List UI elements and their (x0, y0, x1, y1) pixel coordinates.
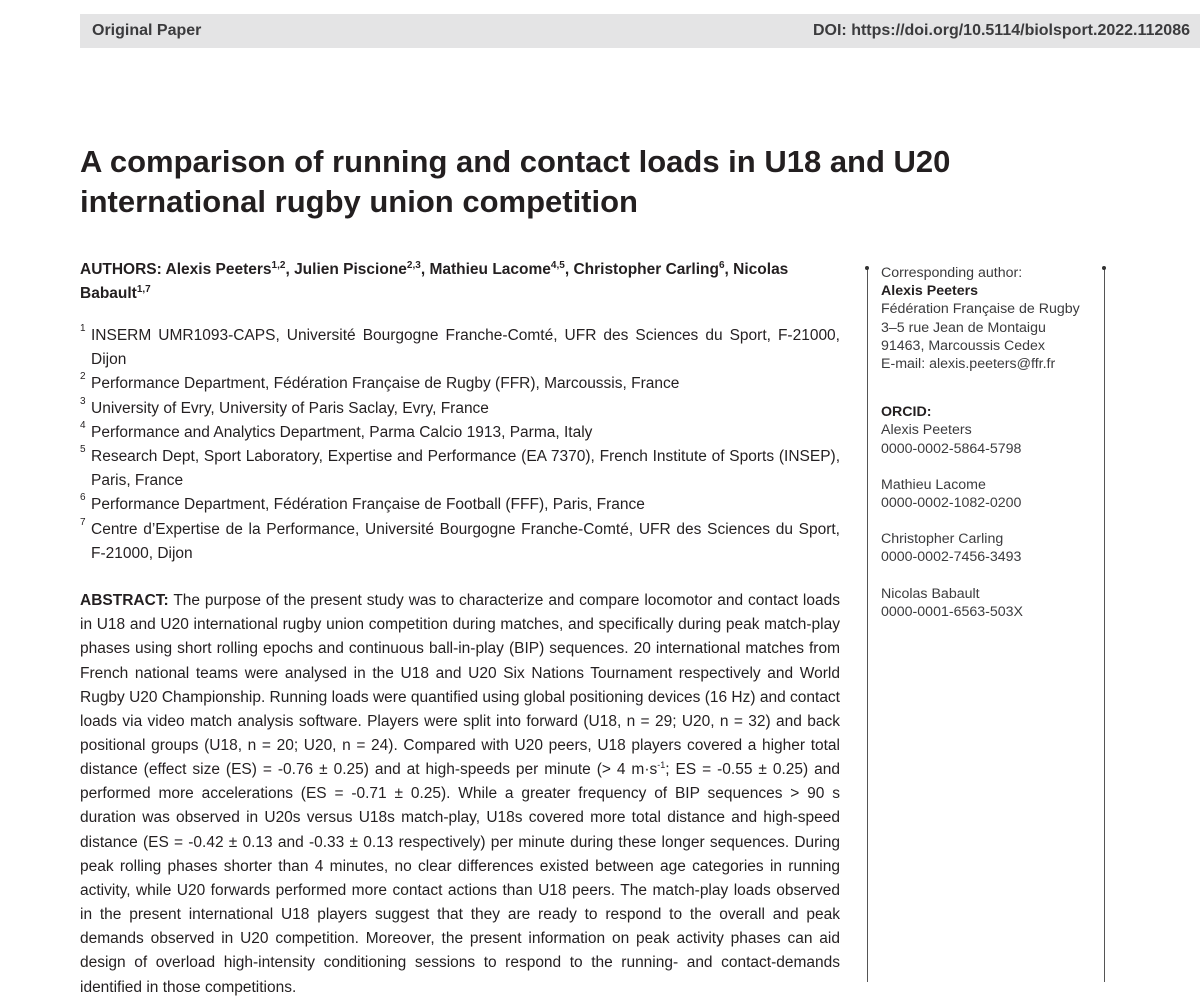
affiliations-list (80, 324, 840, 566)
author-affil-sup: 6 (718, 259, 725, 271)
affiliation-item (80, 421, 840, 445)
abstract-text: ; ES = -0.55 ± 0.25) and performed more accelerations (ES = -0.71 ± 0.25). While a greater frequency of BIP sequences > 90 s duration was observed in U20s versus U18s match-play, U18s covered more total distance and high-speed distance (ES = -0.42 ± 0.13 and -0.33 ± 0.13 respectively) per minute during these longer sequences. During peak rolling phases shorter than 4 minutes, no clear differences existed between age categories in running activity, while U20 forwards performed more contact actions than U18 peers. The match-play loads observed in the present international U18 players suggest that they are ready to respond to the overall and peak demands observed in U20 competition. Moreover, the present information on peak activity phases can aid design of overload high-intensity conditioning sessions to respond to the running- and contact-demands identified in those competitions. (80, 761, 840, 996)
sidebar-right-rule (1104, 268, 1105, 982)
orcid-label: ORCID: (881, 404, 932, 421)
author-name: Julien Piscione (294, 261, 407, 278)
corresponding-name: Alexis Peeters (881, 283, 979, 300)
author-separator: , (420, 261, 430, 278)
affiliation-text: University of Evry, University of Paris Saclay, Evry, France (91, 399, 489, 417)
affiliation-item (80, 445, 840, 493)
orcid-entry (881, 421, 1097, 457)
orcid-id[interactable]: 0000-0001-6563-503X (881, 603, 1023, 620)
orcid-entry (881, 585, 1097, 621)
main-column (80, 258, 840, 1000)
orcid-author-name: Mathieu Lacome (881, 476, 986, 493)
affiliation-number: 3 (80, 395, 86, 407)
rule-dot-right (1102, 266, 1106, 270)
author-name: Nicolas Babault (80, 261, 789, 302)
authors-line (80, 258, 840, 306)
affiliation-text: INSERM UMR1093-CAPS, Université Bourgogne Franche-Comté, UFR des Sciences du Sport, F-21000, Dijon (91, 327, 840, 369)
affiliation-number: 4 (80, 419, 86, 431)
author-separator: , (285, 261, 295, 278)
corresponding-org: Fédération Française de Rugby (881, 301, 1080, 318)
author-separator: , (564, 261, 574, 278)
affiliation-item (80, 324, 840, 372)
author-affil-sup: 4,5 (550, 259, 565, 271)
article-type-label: Original Paper (92, 22, 202, 39)
affiliation-number: 2 (80, 371, 86, 383)
orcid-id[interactable]: 0000-0002-1082-0200 (881, 495, 1022, 512)
affiliation-text: Performance and Analytics Department, Parma Calcio 1913, Parma, Italy (91, 423, 593, 441)
sidebar (881, 264, 1097, 621)
abstract-label: ABSTRACT: (80, 592, 169, 610)
author-name: Christopher Carling (573, 261, 719, 278)
affiliation-text: Research Dept, Sport Laboratory, Expertise and Performance (EA 7370), French Institute of Sports (INSEP), Paris, France (91, 448, 840, 490)
corresponding-street: 3–5 rue Jean de Montaigu (881, 319, 1046, 336)
abstract-paragraph (80, 589, 840, 1000)
author-separator: , (724, 261, 734, 278)
rule-dot-left (865, 266, 869, 270)
abstract-superscript: -1 (657, 759, 666, 770)
header-bar (80, 14, 1200, 48)
orcid-author-name: Alexis Peeters (881, 422, 972, 439)
orcid-author-name: Nicolas Babault (881, 585, 980, 602)
orcid-entry (881, 476, 1097, 512)
corresponding-city: 91463, Marcoussis Cedex (881, 337, 1046, 354)
corresponding-author-block (881, 264, 1097, 373)
orcid-block (881, 403, 1097, 621)
affiliation-number: 5 (80, 444, 86, 456)
affiliation-text: Centre d’Expertise de la Performance, Université Bourgogne Franche-Comté, UFR des Sciences du Sport, F-21000, Dijon (91, 520, 840, 562)
affiliation-number: 1 (80, 323, 86, 334)
orcid-id[interactable]: 0000-0002-5864-5798 (881, 440, 1022, 457)
sidebar-left-rule (867, 268, 868, 982)
affiliation-item (80, 493, 840, 517)
paper-title: A comparison of running and contact loads in U18 and U20 international rugby union competition (80, 144, 951, 219)
corresponding-label: Corresponding author: (881, 265, 1023, 281)
affiliation-number: 6 (80, 492, 86, 504)
author-affil-sup: 1,7 (136, 283, 151, 295)
author-name: Mathieu Lacome (429, 261, 551, 278)
affiliation-item (80, 397, 840, 421)
authors-prefix: AUTHORS: (80, 261, 166, 278)
author-affil-sup: 2,3 (406, 259, 421, 271)
affiliation-text: Performance Department, Fédération Française de Rugby (FFR), Marcoussis, France (91, 375, 680, 393)
orcid-author-name: Christopher Carling (881, 531, 1004, 548)
affiliation-item (80, 372, 840, 396)
affiliation-number: 7 (80, 516, 86, 528)
orcid-entry (881, 530, 1097, 566)
affiliation-text: Performance Department, Fédération Française de Football (FFF), Paris, France (91, 496, 645, 514)
doi-link[interactable]: DOI: https://doi.org/10.5114/biolsport.2022.112086 (812, 22, 1190, 39)
abstract-text: The purpose of the present study was to characterize and compare locomotor and contact loads in U18 and U20 international rugby union competition during matches, and specifically during peak match-play phases using short rolling epochs and continuous ball-in-play (BIP) sequences. 20 international matches from French national teams were analysed in the U18 and U20 Six Nations Tournament respectively and World Rugby U20 Championship. Running loads were quantified using global positioning devices (16 Hz) and contact loads via video match analysis software. Players were split into forward (U18, n = 29; U20, n = 32) and back positional groups (U18, n = 20; U20, n = 24). Compared with U20 peers, U18 players covered a higher total distance (effect size (ES) = -0.76 ± 0.25) and at high-speeds per minute (> 4 m·s (80, 592, 840, 779)
affiliation-item (80, 518, 840, 566)
orcid-id[interactable]: 0000-0002-7456-3493 (881, 549, 1022, 566)
author-name: Alexis Peeters (165, 261, 272, 278)
author-affil-sup: 1,2 (271, 259, 286, 271)
corresponding-email[interactable]: E-mail: alexis.peeters@ffr.fr (881, 356, 1056, 373)
